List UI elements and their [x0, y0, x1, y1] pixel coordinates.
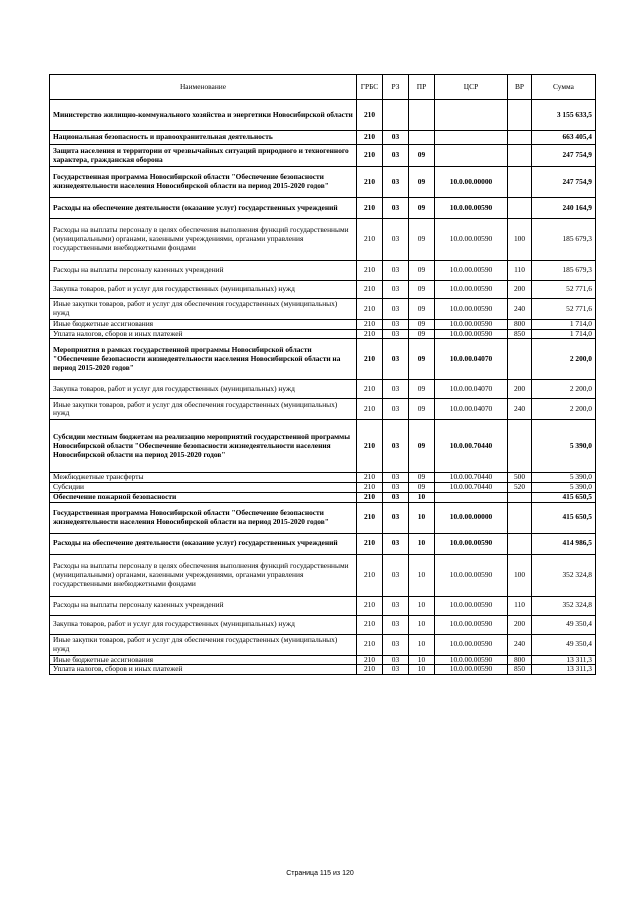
- cell-sum: 415 650,5: [532, 502, 596, 533]
- cell-grbs: 210: [357, 533, 383, 554]
- table-row: [50, 655, 596, 665]
- cell-vr: 100: [508, 219, 532, 261]
- cell-grbs: 210: [357, 665, 383, 675]
- table-row: [50, 339, 596, 380]
- cell-csr: 10.0.00.70440: [435, 420, 508, 473]
- cell-name: Иные бюджетные ассигнования: [50, 320, 357, 330]
- header-rz: РЗ: [383, 75, 409, 100]
- cell-vr: [508, 198, 532, 219]
- cell-name: Расходы на выплаты персоналу в целях обеспечения выполнения функций государственными (муниципальными) органами, казенными учреждениями, органами управления государственными внебюджетными фондами: [50, 219, 357, 261]
- cell-csr: 10.0.00.00590: [435, 655, 508, 665]
- table-row: [50, 219, 596, 261]
- cell-vr: [508, 100, 532, 131]
- cell-sum: 185 679,3: [532, 261, 596, 281]
- cell-name: Защита населения и территории от чрезвычайных ситуаций природного и техногенного характера, гражданская оборона: [50, 145, 357, 167]
- table-row: [50, 299, 596, 320]
- table-row: [50, 281, 596, 299]
- table-row: [50, 615, 596, 634]
- table-header-row: [50, 75, 596, 100]
- cell-csr: 10.0.00.00590: [435, 533, 508, 554]
- cell-name: Межбюджетные трансферты: [50, 473, 357, 483]
- cell-name: Расходы на обеспечение деятельности (оказание услуг) государственных учреждений: [50, 198, 357, 219]
- page-number: Страница 115 из 120: [286, 870, 354, 877]
- cell-sum: 414 986,5: [532, 533, 596, 554]
- cell-pr: 10: [409, 502, 435, 533]
- cell-vr: 850: [508, 665, 532, 675]
- header-csr: ЦСР: [435, 75, 508, 100]
- cell-vr: [508, 339, 532, 380]
- cell-pr: 09: [409, 261, 435, 281]
- cell-rz: 03: [383, 473, 409, 483]
- cell-grbs: 210: [357, 329, 383, 339]
- cell-csr: 10.0.00.00590: [435, 596, 508, 615]
- table-row: [50, 483, 596, 493]
- cell-rz: 03: [383, 533, 409, 554]
- cell-sum: 2 200,0: [532, 380, 596, 399]
- cell-name: Национальная безопасность и правоохранительная деятельность: [50, 131, 357, 145]
- cell-pr: 09: [409, 483, 435, 493]
- cell-grbs: 210: [357, 100, 383, 131]
- cell-grbs: 210: [357, 261, 383, 281]
- cell-rz: 03: [383, 281, 409, 299]
- cell-rz: 03: [383, 483, 409, 493]
- cell-vr: 200: [508, 281, 532, 299]
- cell-sum: 2 200,0: [532, 339, 596, 380]
- cell-name: Закупка товаров, работ и услуг для государственных (муниципальных) нужд: [50, 380, 357, 399]
- cell-sum: 13 311,3: [532, 665, 596, 675]
- cell-vr: [508, 533, 532, 554]
- cell-csr: 10.0.00.70440: [435, 483, 508, 493]
- header-pr: ПР: [409, 75, 435, 100]
- cell-pr: 09: [409, 320, 435, 330]
- table-row: [50, 198, 596, 219]
- cell-pr: 10: [409, 665, 435, 675]
- cell-csr: 10.0.00.04070: [435, 339, 508, 380]
- cell-grbs: 210: [357, 502, 383, 533]
- cell-sum: 1 714,0: [532, 329, 596, 339]
- table-row: [50, 596, 596, 615]
- cell-grbs: 210: [357, 299, 383, 320]
- cell-grbs: 210: [357, 420, 383, 473]
- cell-sum: 5 390,0: [532, 420, 596, 473]
- cell-rz: 03: [383, 320, 409, 330]
- cell-sum: 415 650,5: [532, 492, 596, 502]
- cell-pr: 09: [409, 167, 435, 198]
- cell-rz: 03: [383, 420, 409, 473]
- cell-sum: 52 771,6: [532, 299, 596, 320]
- cell-vr: 100: [508, 554, 532, 596]
- cell-grbs: 210: [357, 380, 383, 399]
- cell-name: Иные бюджетные ассигнования: [50, 655, 357, 665]
- cell-vr: 500: [508, 473, 532, 483]
- cell-csr: 10.0.00.00590: [435, 299, 508, 320]
- cell-csr: 10.0.00.00590: [435, 320, 508, 330]
- cell-sum: 247 754,9: [532, 167, 596, 198]
- cell-vr: 200: [508, 380, 532, 399]
- cell-sum: 5 390,0: [532, 483, 596, 493]
- cell-rz: 03: [383, 329, 409, 339]
- cell-sum: 663 405,4: [532, 131, 596, 145]
- header-name: Наименование: [50, 75, 357, 100]
- cell-pr: 09: [409, 329, 435, 339]
- cell-rz: 03: [383, 596, 409, 615]
- cell-pr: 10: [409, 554, 435, 596]
- cell-pr: 09: [409, 420, 435, 473]
- cell-grbs: 210: [357, 219, 383, 261]
- cell-sum: 49 350,4: [532, 615, 596, 634]
- cell-csr: 10.0.00.00590: [435, 554, 508, 596]
- cell-grbs: 210: [357, 615, 383, 634]
- cell-csr: 10.0.00.00590: [435, 615, 508, 634]
- cell-name: Субсидии местным бюджетам на реализацию мероприятий государственной программы Новосибирской области "Обеспечение безопасности жизнедеятельности населения Новосибирской области на период 2015-2020 годов": [50, 420, 357, 473]
- cell-name: Мероприятия в рамках государственной программы Новосибирской области "Обеспечение безопасности жизнедеятельности населения Новосибирской области на период 2015-2020 годов": [50, 339, 357, 380]
- cell-grbs: 210: [357, 198, 383, 219]
- cell-vr: 240: [508, 634, 532, 655]
- cell-sum: 240 164,9: [532, 198, 596, 219]
- cell-pr: 09: [409, 473, 435, 483]
- table-row: [50, 329, 596, 339]
- cell-sum: 52 771,6: [532, 281, 596, 299]
- cell-grbs: 210: [357, 492, 383, 502]
- cell-grbs: 210: [357, 473, 383, 483]
- header-vr: ВР: [508, 75, 532, 100]
- cell-rz: 03: [383, 219, 409, 261]
- cell-name: Иные закупки товаров, работ и услуг для обеспечения государственных (муниципальных) нужд: [50, 299, 357, 320]
- cell-pr: 09: [409, 198, 435, 219]
- cell-name: Уплата налогов, сборов и иных платежей: [50, 665, 357, 675]
- header-grbs: ГРБС: [357, 75, 383, 100]
- table-row: [50, 420, 596, 473]
- cell-grbs: 210: [357, 281, 383, 299]
- table-row: [50, 131, 596, 145]
- cell-grbs: 210: [357, 339, 383, 380]
- cell-csr: 10.0.00.04070: [435, 380, 508, 399]
- cell-csr: 10.0.00.04070: [435, 399, 508, 420]
- table-row: [50, 145, 596, 167]
- cell-vr: [508, 167, 532, 198]
- table-row: [50, 533, 596, 554]
- table-row: [50, 634, 596, 655]
- cell-name: Закупка товаров, работ и услуг для государственных (муниципальных) нужд: [50, 615, 357, 634]
- cell-rz: 03: [383, 380, 409, 399]
- cell-name: Расходы на выплаты персоналу в целях обеспечения выполнения функций государственными (муниципальными) органами, казенными учреждениями, органами управления государственными внебюджетными фондами: [50, 554, 357, 596]
- cell-csr: 10.0.00.00000: [435, 167, 508, 198]
- cell-csr: 10.0.00.00590: [435, 281, 508, 299]
- cell-grbs: 210: [357, 634, 383, 655]
- cell-pr: 09: [409, 299, 435, 320]
- cell-grbs: 210: [357, 596, 383, 615]
- cell-grbs: 210: [357, 483, 383, 493]
- cell-vr: 850: [508, 329, 532, 339]
- cell-pr: 09: [409, 281, 435, 299]
- cell-rz: 03: [383, 339, 409, 380]
- cell-pr: 09: [409, 219, 435, 261]
- cell-sum: 352 324,8: [532, 554, 596, 596]
- cell-name: Иные закупки товаров, работ и услуг для обеспечения государственных (муниципальных) нужд: [50, 399, 357, 420]
- cell-sum: 352 324,8: [532, 596, 596, 615]
- cell-csr: [435, 492, 508, 502]
- table-row: [50, 502, 596, 533]
- cell-name: Закупка товаров, работ и услуг для государственных (муниципальных) нужд: [50, 281, 357, 299]
- cell-name: Уплата налогов, сборов и иных платежей: [50, 329, 357, 339]
- cell-rz: 03: [383, 145, 409, 167]
- cell-csr: 10.0.00.00000: [435, 502, 508, 533]
- cell-vr: 200: [508, 615, 532, 634]
- cell-csr: 10.0.00.00590: [435, 261, 508, 281]
- cell-rz: 03: [383, 554, 409, 596]
- header-sum: Сумма: [532, 75, 596, 100]
- cell-rz: 03: [383, 198, 409, 219]
- cell-vr: 240: [508, 299, 532, 320]
- table-row: [50, 167, 596, 198]
- cell-sum: 3 155 633,5: [532, 100, 596, 131]
- cell-csr: 10.0.00.70440: [435, 473, 508, 483]
- cell-csr: [435, 100, 508, 131]
- cell-vr: [508, 145, 532, 167]
- cell-sum: 185 679,3: [532, 219, 596, 261]
- cell-sum: 5 390,0: [532, 473, 596, 483]
- cell-sum: 49 350,4: [532, 634, 596, 655]
- cell-csr: [435, 145, 508, 167]
- cell-grbs: 210: [357, 399, 383, 420]
- table-row: [50, 261, 596, 281]
- cell-rz: [383, 100, 409, 131]
- cell-rz: 03: [383, 665, 409, 675]
- table-row: [50, 554, 596, 596]
- cell-pr: 09: [409, 380, 435, 399]
- cell-rz: 03: [383, 502, 409, 533]
- cell-name: Расходы на обеспечение деятельности (оказание услуг) государственных учреждений: [50, 533, 357, 554]
- cell-rz: 03: [383, 492, 409, 502]
- cell-vr: 110: [508, 261, 532, 281]
- cell-vr: 110: [508, 596, 532, 615]
- cell-vr: 520: [508, 483, 532, 493]
- cell-pr: [409, 100, 435, 131]
- table-body: [50, 100, 596, 675]
- cell-grbs: 210: [357, 554, 383, 596]
- cell-rz: 03: [383, 615, 409, 634]
- cell-pr: 10: [409, 655, 435, 665]
- table-row: [50, 100, 596, 131]
- cell-rz: 03: [383, 399, 409, 420]
- cell-grbs: 210: [357, 145, 383, 167]
- cell-pr: 09: [409, 339, 435, 380]
- cell-csr: 10.0.00.00590: [435, 634, 508, 655]
- cell-rz: 03: [383, 634, 409, 655]
- cell-sum: 13 311,3: [532, 655, 596, 665]
- cell-name: Иные закупки товаров, работ и услуг для обеспечения государственных (муниципальных) нужд: [50, 634, 357, 655]
- cell-pr: 09: [409, 145, 435, 167]
- cell-csr: [435, 131, 508, 145]
- cell-vr: [508, 492, 532, 502]
- table-row: [50, 380, 596, 399]
- cell-csr: 10.0.00.00590: [435, 219, 508, 261]
- cell-pr: 10: [409, 634, 435, 655]
- table-row: [50, 320, 596, 330]
- cell-pr: 10: [409, 492, 435, 502]
- cell-grbs: 210: [357, 131, 383, 145]
- cell-name: Расходы на выплаты персоналу казенных учреждений: [50, 261, 357, 281]
- budget-table: [49, 74, 596, 675]
- cell-grbs: 210: [357, 320, 383, 330]
- cell-vr: [508, 420, 532, 473]
- cell-vr: 240: [508, 399, 532, 420]
- cell-sum: 1 714,0: [532, 320, 596, 330]
- cell-vr: [508, 131, 532, 145]
- cell-rz: 03: [383, 261, 409, 281]
- cell-name: Обеспечение пожарной безопасности: [50, 492, 357, 502]
- cell-sum: 247 754,9: [532, 145, 596, 167]
- cell-csr: 10.0.00.00590: [435, 198, 508, 219]
- cell-pr: 10: [409, 596, 435, 615]
- cell-rz: 03: [383, 167, 409, 198]
- cell-sum: 2 200,0: [532, 399, 596, 420]
- cell-pr: 10: [409, 615, 435, 634]
- cell-rz: 03: [383, 655, 409, 665]
- cell-vr: 800: [508, 320, 532, 330]
- cell-csr: 10.0.00.00590: [435, 665, 508, 675]
- cell-vr: [508, 502, 532, 533]
- table-row: [50, 665, 596, 675]
- cell-rz: 03: [383, 299, 409, 320]
- table-row: [50, 492, 596, 502]
- table-row: [50, 399, 596, 420]
- cell-name: Субсидии: [50, 483, 357, 493]
- cell-pr: 09: [409, 399, 435, 420]
- cell-csr: 10.0.00.00590: [435, 329, 508, 339]
- cell-name: Государственная программа Новосибирской области "Обеспечение безопасности жизнедеятельности населения Новосибирской области на период 2015-2020 годов": [50, 502, 357, 533]
- cell-pr: [409, 131, 435, 145]
- cell-grbs: 210: [357, 167, 383, 198]
- cell-pr: 10: [409, 533, 435, 554]
- cell-name: Государственная программа Новосибирской области "Обеспечение безопасности жизнедеятельности населения Новосибирской области на период 2015-2020 годов": [50, 167, 357, 198]
- cell-name: Расходы на выплаты персоналу казенных учреждений: [50, 596, 357, 615]
- cell-grbs: 210: [357, 655, 383, 665]
- cell-name: Министерство жилищно-коммунального хозяйства и энергетики Новосибирской области: [50, 100, 357, 131]
- cell-vr: 800: [508, 655, 532, 665]
- cell-rz: 03: [383, 131, 409, 145]
- table-row: [50, 473, 596, 483]
